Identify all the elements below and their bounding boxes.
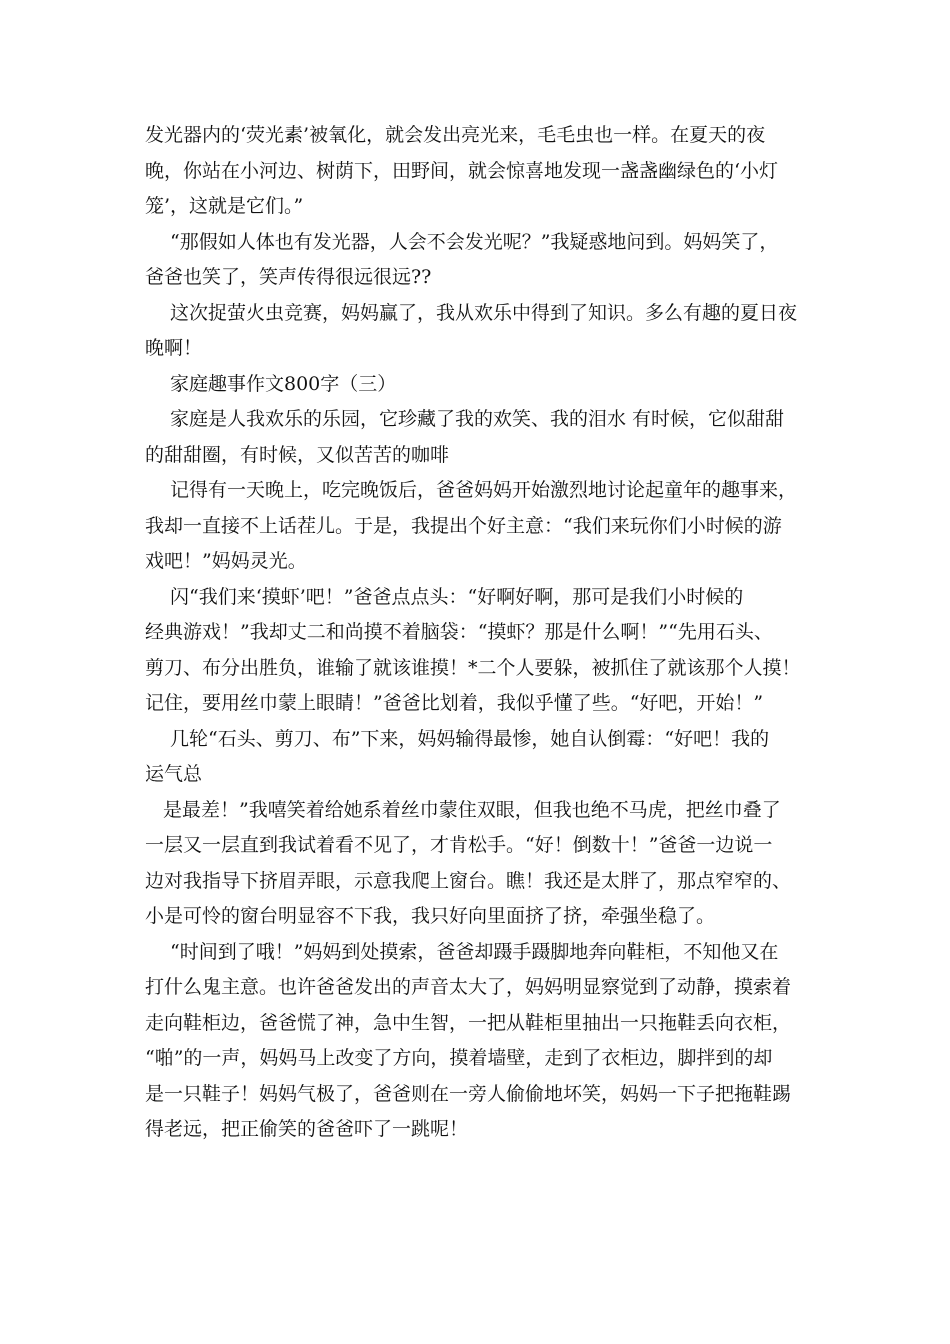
text-line: 边对我指导下挤眉弄眼，示意我爬上窗台。瞧！我还是太胖了，那点窄窄的、: [145, 869, 792, 892]
text-line: 爸爸也笑了，笑声传得很远很远??: [145, 266, 432, 288]
text-line: “那假如人体也有发光器，人会不会发光呢？”我疑惑地问到。妈妈笑了，: [170, 230, 779, 253]
text-line: 的甜甜圈，有时候，又似苦苦的咖啡: [145, 443, 450, 466]
text-line: 得老远，把正偷笑的爸爸吓了一跳呢！: [145, 1118, 469, 1140]
text-line: 小是可怜的窗台明显容不下我，我只好向里面挤了挤，牵强坐稳了。: [145, 905, 716, 927]
text-line: 是一只鞋子！妈妈气极了，爸爸则在一旁人偷偷地坏笑，妈妈一下子把拖鞋踢: [145, 1082, 792, 1105]
text-line: 是最差！”我嘻笑着给她系着丝巾蒙住双眼，但我也绝不马虎，把丝巾叠了: [163, 798, 781, 821]
text-line: “啪”的一声，妈妈马上改变了方向，摸着墙壁，走到了衣柜边，脚拌到的却: [145, 1047, 773, 1069]
text-line: 戏吧！”妈妈灵光。: [145, 550, 307, 572]
text-line: 闪“我们来‘摸虾’吧！”爸爸点点头：“好啊好啊，那可是我们小时候的: [170, 585, 744, 608]
text-line: 记得有一天晚上，吃完晚饭后，爸爸妈妈开始激烈地讨论起童年的趣事来，: [170, 479, 798, 501]
text-line: 剪刀、布分出胜负，谁输了就该谁摸！*二个人要躲，被抓住了就该那个人摸！: [145, 656, 801, 679]
text-line: 记住，要用丝巾蒙上眼睛！”爸爸比划着，我似乎懂了些。“好吧，开始！”: [145, 692, 764, 714]
text-line: 发光器内的‘荧光素’被氧化，就会发出亮光来，毛毛虫也一样。在夏天的夜: [145, 124, 766, 146]
text-line: 笼’，这就是它们。”: [145, 195, 304, 217]
section-heading: 家庭趣事作文800字（三）: [170, 372, 397, 395]
text-line: 一层又一层直到我试着看不见了，才肯松手。“好！倒数十！”爸爸一边说一: [145, 834, 773, 856]
text-line: 晚啊！: [145, 337, 203, 359]
text-line: 我却一直接不上话茬儿。于是，我提出个好主意：“我们来玩你们小时候的游: [145, 514, 782, 537]
text-line: 运气总: [145, 763, 203, 785]
text-line: 打什么鬼主意。也许爸爸发出的声音太大了，妈妈明显察觉到了动静，摸索着: [145, 976, 792, 998]
text-line: “时间到了哦！”妈妈到处摸索，爸爸却蹑手蹑脚地奔向鞋柜，不知他又在: [170, 940, 779, 963]
text-line: 几轮“石头、剪刀、布”下来，妈妈输得最惨，她自认倒霉：“好吧！我的: [170, 727, 770, 750]
text-line: 家庭是人我欢乐的乐园，它珍藏了我的欢笑、我的泪水 有时候，它似甜甜: [170, 408, 785, 430]
text-line: 这次捉萤火虫竞赛，妈妈赢了，我从欢乐中得到了知识。多么有趣的夏日夜: [170, 301, 798, 324]
document-body: [145, 118, 815, 1148]
text-line: 走向鞋柜边，爸爸慌了神，急中生智，一把从鞋柜里抽出一只拖鞋丢向衣柜，: [145, 1011, 792, 1034]
text-line: 晚，你站在小河边、树荫下，田野间，就会惊喜地发现一盏盏幽绿色的‘小灯: [145, 159, 779, 182]
text-line: 经典游戏！”我却丈二和尚摸不着脑袋：“摸虾？那是什么啊！”“先用石头、: [145, 621, 773, 643]
